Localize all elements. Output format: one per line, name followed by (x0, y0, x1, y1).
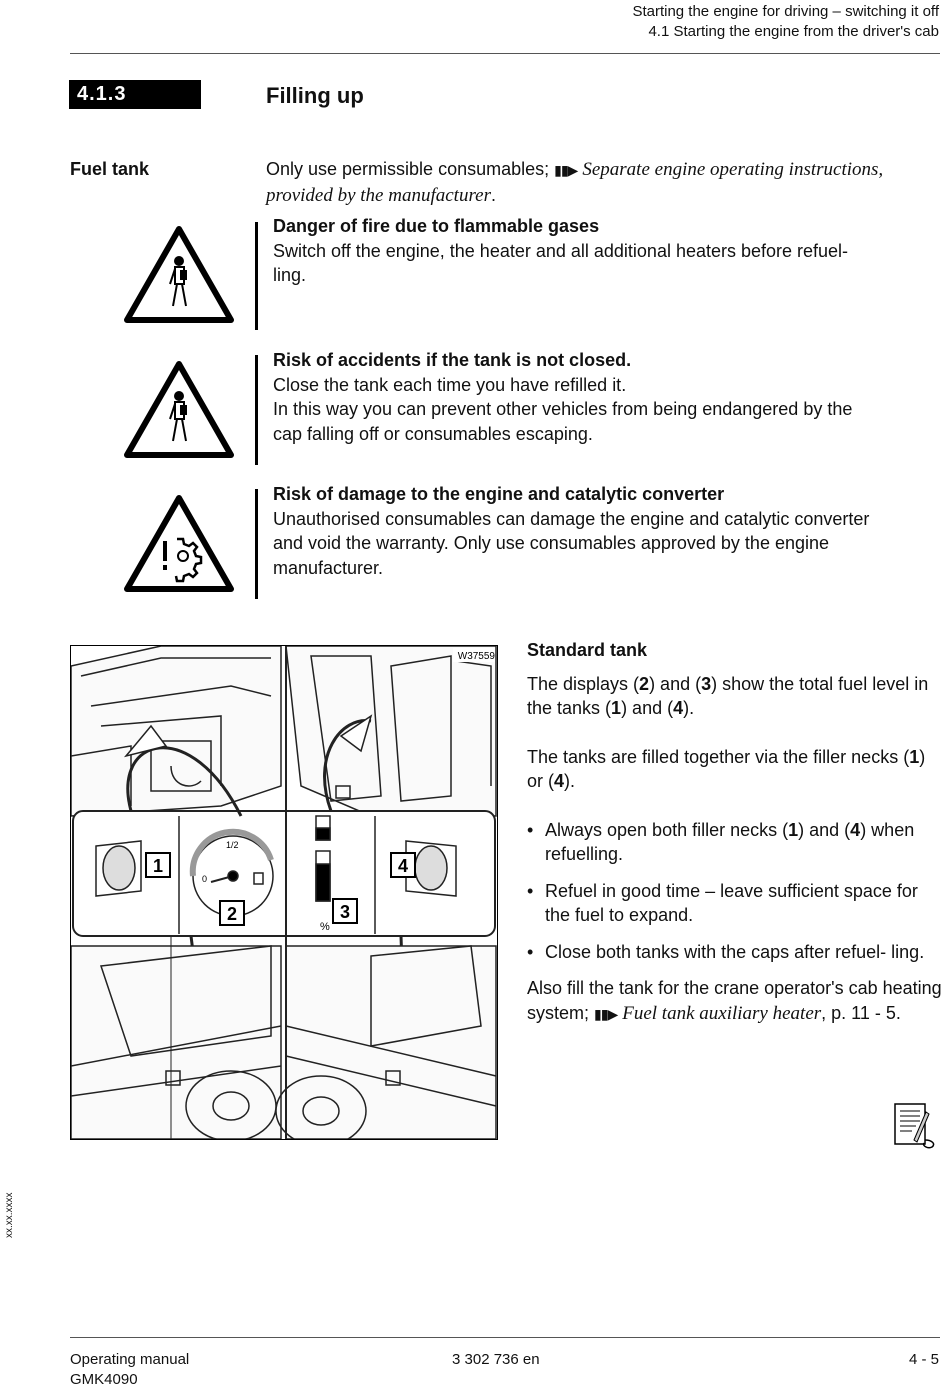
list-item: • Always open both filler necks (1) and (4) when refuelling. (527, 818, 942, 867)
callout-2: 2 (226, 904, 238, 924)
reference-arrow-icon: ▮▮▶ (594, 1005, 618, 1022)
warning-bar (255, 222, 258, 330)
fuel-tank-intro (266, 157, 942, 208)
callout-1: 1 (152, 856, 164, 876)
footer-rule (70, 1337, 940, 1338)
warning-person-icon (123, 224, 235, 324)
warning-tank-closed (273, 348, 941, 446)
gauge-zero-label: 0 (202, 874, 208, 884)
section-title: Filling up (266, 83, 364, 108)
warning-line: In this way you can prevent other vehicles from being endangered by the (273, 399, 853, 419)
footer-page-number: 4 - 5 (908, 1351, 939, 1368)
section-number: 4.1.3 (69, 80, 201, 109)
warning-title: Risk of accidents if the tank is not closed. (273, 350, 632, 370)
warning-line: ling. (273, 265, 307, 285)
fuel-tank-label: Fuel tank (70, 159, 150, 179)
fuel-tank-figure (70, 645, 498, 1140)
warning-bar (255, 489, 258, 599)
warning-line: Switch off the engine, the heater and all additional heaters before refuel- (273, 240, 849, 261)
footer-left (70, 1350, 189, 1390)
list-item: • Close both tanks with the caps after refuel- ling. (527, 940, 942, 965)
footer-model: GMK4090 (70, 1371, 138, 1388)
standard-tank-p3 (527, 976, 942, 1026)
reference-link[interactable]: Separate engine operating instructions, (582, 159, 884, 180)
footer-doc-type: Operating manual (70, 1351, 190, 1368)
gauge-half-label: 1/2 (226, 840, 239, 850)
warning-bar (255, 355, 258, 465)
warning-line: and void the warranty. Only use consumables approved by the engine (273, 533, 830, 553)
running-header (632, 2, 939, 42)
p3-text: Also fill the tank for the crane operator's cab heating system; (527, 978, 942, 1023)
header-rule (70, 53, 940, 54)
warning-title: Risk of damage to the engine and catalytic converter (273, 484, 725, 504)
warning-line: Close the tank each time you have refilled it. (273, 374, 627, 395)
warning-title: Danger of fire due to flammable gases (273, 216, 600, 236)
fuel-tank-illustration (71, 646, 497, 1139)
p3-end: , p. 11 - 5. (821, 1002, 901, 1023)
warning-line: Unauthorised consumables can damage the engine and catalytic converter (273, 508, 870, 529)
list-item: • Refuel in good time – leave sufficient space for the fuel to expand. (527, 879, 942, 928)
figure-code: W37559 (457, 651, 495, 662)
header-chapter: Starting the engine for driving – switching it off (632, 3, 939, 20)
reference-link[interactable]: Fuel tank auxiliary heater (622, 1002, 822, 1024)
callout-4: 4 (397, 856, 409, 876)
warning-line: manufacturer. (273, 557, 384, 578)
standard-tank-p2: The tanks are filled together via the filler necks (1) or (4). (527, 746, 926, 791)
footer-doc-number: 3 302 736 en (452, 1351, 540, 1368)
warning-person-icon (123, 359, 235, 459)
intro-text: Only use permissible consumables; (266, 159, 550, 179)
standard-tank-bullets (527, 818, 942, 965)
side-code: xx.xx.xxxx (4, 1192, 15, 1238)
notepad-icon (892, 1102, 940, 1150)
reference-arrow-icon: ▮▮▶ (554, 162, 578, 178)
standard-tank-p1: The displays (2) and (3) show the total fuel level in the tanks (1) and (4). (527, 673, 929, 718)
standard-tank-section (527, 638, 942, 1026)
reference-end: . (490, 184, 496, 205)
header-section: 4.1 Starting the engine from the driver's cab (648, 23, 939, 40)
percent-label: % (320, 921, 330, 933)
warning-engine-damage (273, 482, 941, 580)
reference-link-cont[interactable]: provided by the manufacturer (266, 184, 491, 206)
warning-fire (273, 214, 941, 288)
warning-engine-damage-icon (123, 493, 235, 593)
standard-tank-heading: Standard tank (527, 640, 648, 660)
callout-3: 3 (339, 902, 351, 922)
warning-line: cap falling off or consumables escaping. (273, 423, 593, 444)
